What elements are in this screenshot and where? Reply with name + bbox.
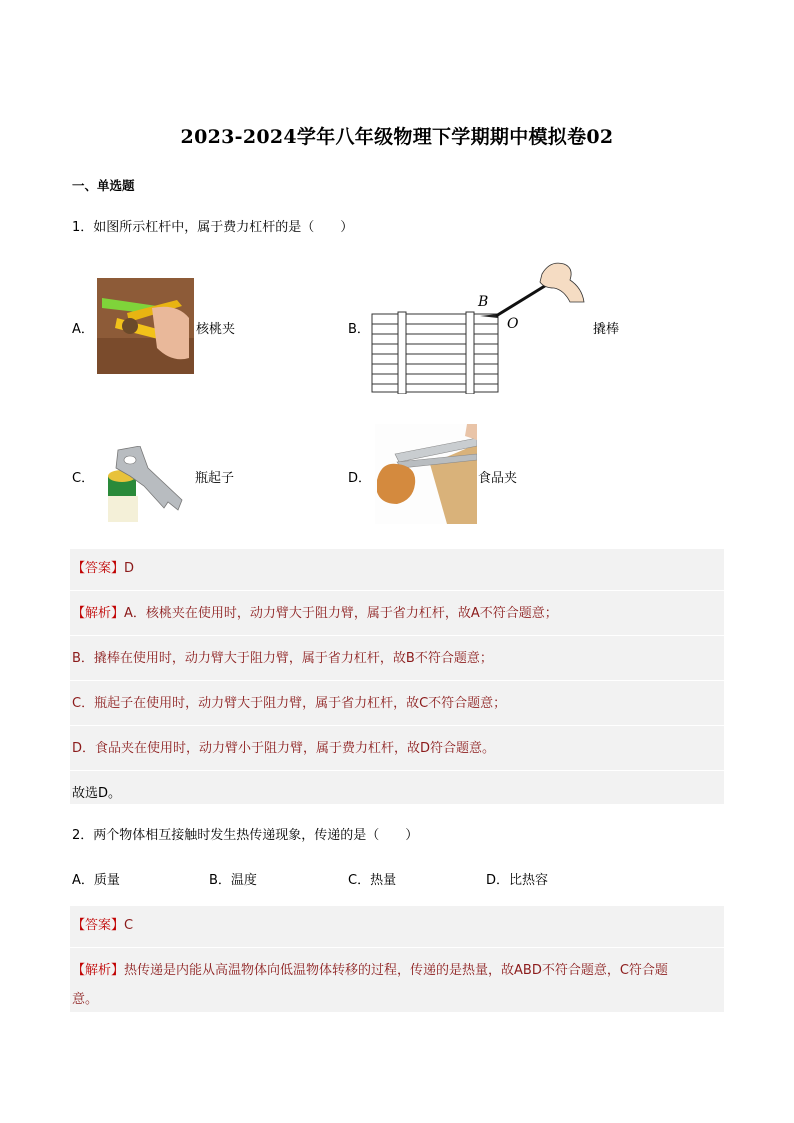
q2-option-b-text: 温度 — [230, 873, 257, 888]
q2-option-b — [209, 869, 257, 888]
analysis-tag: 【解析】 — [72, 606, 125, 621]
q1-answer-block — [70, 549, 724, 804]
q2-option-a-text: 质量 — [93, 873, 120, 888]
question-2-stem: 2．两个物体相互接触时发生热传递现象，传递的是（ ） — [72, 828, 419, 843]
q1-analysis-line-2: B．撬棒在使用时，动力臂大于阻力臂，属于省力杠杆，故B不符合题意； — [72, 651, 493, 666]
answer-tag: 【答案】 — [72, 561, 125, 576]
question-1-stem: 1．如图所示杠杆中，属于费力杠杆的是（ ） — [72, 220, 354, 235]
walnut-cracker-image — [97, 278, 194, 374]
food-tongs-image — [375, 424, 477, 524]
q2-option-d-text: 比热容 — [509, 873, 549, 888]
q1-option-a-text: 核桃夹 — [196, 322, 236, 337]
analysis-tag: 【解析】 — [72, 963, 125, 978]
q1-option-c-text: 瓶起子 — [195, 471, 235, 486]
divider — [70, 947, 724, 948]
q1-answer-line — [70, 557, 724, 576]
answer-tag: 【答案】 — [72, 918, 125, 933]
figure-label-o: O — [507, 316, 519, 332]
q1-conclusion: 故选D。 — [72, 786, 122, 801]
q2-option-d-label: D． — [486, 873, 510, 888]
divider — [70, 635, 724, 636]
crowbar-figure — [370, 258, 595, 394]
q2-option-c-label: C． — [348, 873, 371, 888]
page-title: 2023-2024学年八年级物理下学期期中模拟卷02 — [180, 126, 614, 148]
divider — [70, 770, 724, 771]
q1-option-a-label: A． — [72, 322, 94, 337]
q1-option-c-label: C． — [72, 471, 95, 486]
q2-answer-line — [70, 914, 724, 933]
q1-answer-value: D — [124, 561, 135, 576]
q1-analysis-line-1 — [70, 602, 724, 621]
q2-answer-block — [70, 906, 724, 1012]
q2-option-c — [348, 869, 396, 888]
q2-analysis-text: 热传递是内能从高温物体向低温物体转移的过程，传递的是热量，故ABD不符合题意，C符合题 — [124, 963, 668, 978]
q2-option-a — [72, 869, 120, 888]
q2-answer-value: C — [124, 918, 134, 933]
q1-option-d-label: D． — [348, 471, 372, 486]
q2-analysis-line-1 — [70, 959, 724, 978]
divider — [70, 590, 724, 591]
figure-label-b: B — [478, 294, 489, 310]
bottle-opener-image — [108, 446, 186, 522]
q2-option-a-label: A． — [72, 873, 94, 888]
q2-option-b-label: B． — [209, 873, 231, 888]
q1-analysis-a: A．核桃夹在使用时，动力臂大于阻力臂，属于省力杠杆，故A不符合题意； — [124, 606, 558, 621]
q1-analysis-line-4: D．食品夹在使用时，动力臂小于阻力臂，属于费力杠杆，故D符合题意。 — [72, 741, 496, 756]
divider — [70, 680, 724, 681]
divider — [70, 725, 724, 726]
q1-analysis-line-3: C．瓶起子在使用时，动力臂大于阻力臂，属于省力杠杆，故C不符合题意； — [72, 696, 507, 711]
q2-option-c-text: 热量 — [370, 873, 397, 888]
q1-option-d-text: 食品夹 — [478, 471, 518, 486]
section-title: 一、单选题 — [72, 178, 135, 193]
q2-option-d — [486, 869, 548, 888]
q1-option-b-text: 撬棒 — [593, 322, 620, 337]
q2-analysis-line-2: 意。 — [72, 992, 99, 1007]
q1-option-b-label: B． — [348, 322, 370, 337]
